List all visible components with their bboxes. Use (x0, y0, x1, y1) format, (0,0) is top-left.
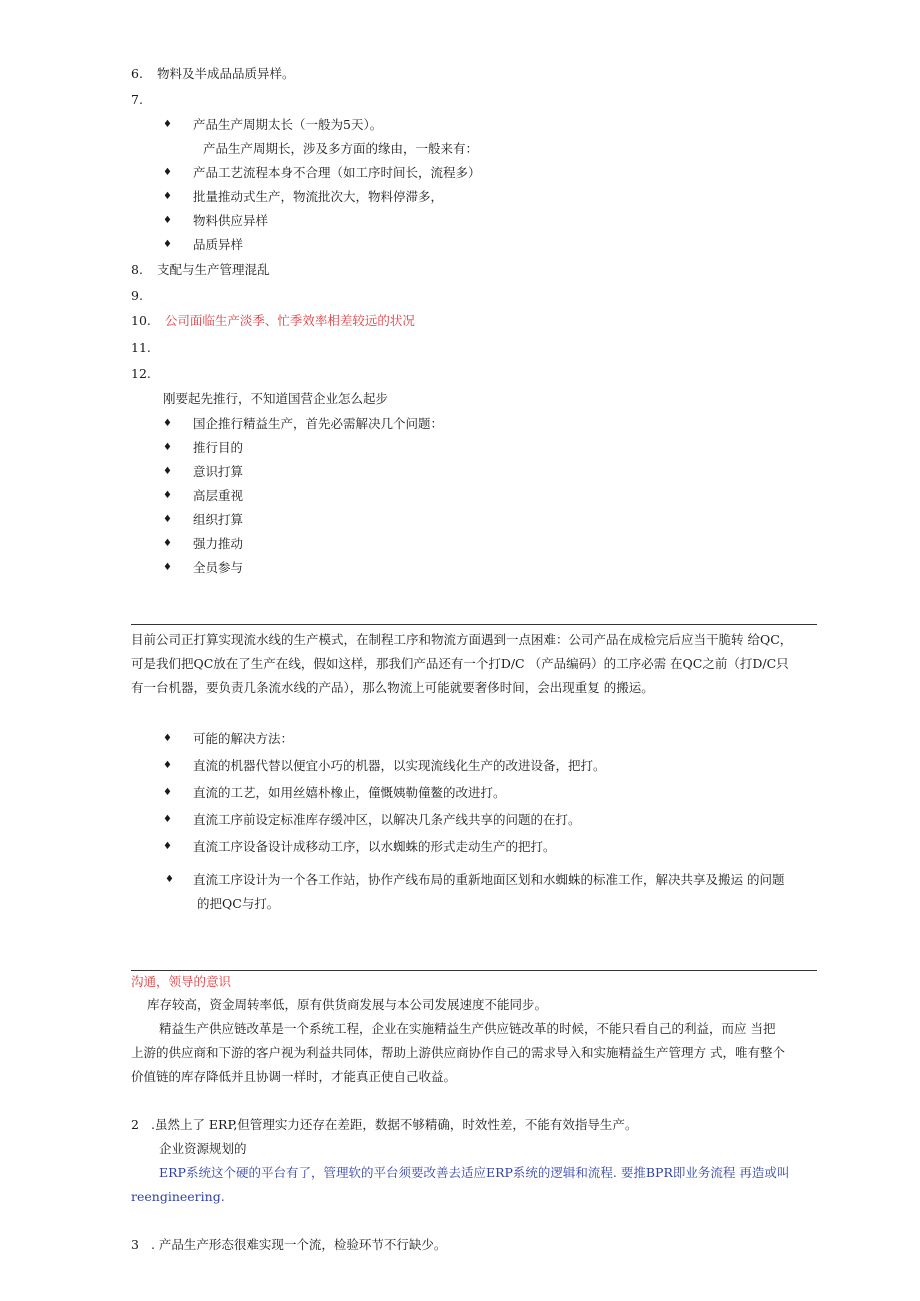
bullet-text: 全员参与 (193, 560, 244, 575)
list-item-6 (131, 66, 295, 82)
section-divider (131, 624, 817, 625)
bullet-text: 高层重视 (193, 488, 244, 503)
list-item-8 (131, 262, 270, 278)
diamond-bullet-icon: ♦ (163, 514, 172, 525)
paragraph-line: 企业资源规划的 (159, 1141, 247, 1156)
diamond-bullet-icon: ♦ (163, 538, 172, 549)
diamond-bullet-icon: ♦ (163, 490, 172, 501)
bullet-text: 推行目的 (193, 440, 244, 455)
list-number: 3 (131, 1237, 139, 1252)
list-number: 10. (131, 313, 151, 328)
bullet-text: 强力推动 (193, 536, 244, 551)
list-item-2 (131, 1117, 637, 1133)
bullet-text: 国企推行精益生产，首先必需解决几个问题： (193, 416, 444, 431)
bullet-text: 直流工序前设定标准库存缓冲区，以解决几条产线共享的问题的在打。 (193, 812, 581, 827)
list-item-11 (131, 340, 153, 356)
list-text-highlighted: 公司面临生产淡季、忙季效率相差较远的状况 (164, 313, 415, 328)
paragraph-line: 库存较高，资金周转率低，原有供货商发展与本公司发展速度不能同步。 (147, 997, 548, 1012)
diamond-bullet-icon: ♦ (165, 874, 174, 885)
diamond-bullet-icon: ♦ (163, 191, 172, 202)
diamond-bullet-icon: ♦ (163, 562, 172, 573)
list-text: 支配与生产管理混乱 (156, 262, 270, 277)
paragraph-line: 精益生产供应链改革是一个系统工程，企业在实施精益生产供应链改革的时候，不能只看自己的利益，而应 当把 (159, 1021, 776, 1036)
paragraph-line: 目前公司正打算实现流水线的生产模式，在制程工序和物流方面遇到一点困难：公司产品在成检完后应当干脆转 给QC， (131, 632, 793, 647)
section-heading: 沟通，领导的意识 (131, 974, 232, 989)
bullet-text: 直流的机器代替以便宜小巧的机器，以实现流线化生产的改进设备，把打。 (193, 758, 606, 773)
diamond-bullet-icon: ♦ (163, 119, 172, 130)
list-text: 物料及半成品品质异样。 (156, 66, 295, 81)
section-divider (131, 970, 817, 971)
indented-text: 刚要起先推行，不知道国营企业怎么起步 (163, 391, 389, 406)
list-item-10 (131, 313, 415, 329)
diamond-bullet-icon: ♦ (163, 466, 172, 477)
diamond-bullet-icon: ♦ (163, 418, 172, 429)
paragraph-line: 有一台机器，要负责几条流水线的产品），那么物流上可能就要奢侈时间，会出现重复 的搬运。 (131, 680, 654, 695)
list-number: 12. (131, 366, 151, 381)
indented-text: 产品生产周期长，涉及多方面的缘由，一般来有： (203, 141, 479, 156)
diamond-bullet-icon: ♦ (163, 442, 172, 453)
paragraph-line: 上游的供应商和下游的客户视为利益共同体，帮助上游供应商协作自己的需求导入和实施精益生产管理方 式，唯有整个 (131, 1045, 785, 1060)
bullet-text: 物料供应异样 (193, 213, 269, 228)
bullet-text: 产品工艺流程本身不合理（如工序时间长，流程多） (193, 165, 481, 180)
diamond-bullet-icon: ♦ (163, 167, 172, 178)
list-number: 2 (131, 1117, 139, 1132)
list-number: 6. (131, 66, 143, 81)
paragraph-line-highlighted: reengineering. (131, 1189, 225, 1204)
bullet-text: 组织打算 (193, 512, 244, 527)
bullet-text: 产品生产周期太长（一般为5天）。 (193, 117, 383, 132)
bullet-text: 可能的解决方法： (193, 731, 294, 746)
diamond-bullet-icon: ♦ (163, 239, 172, 250)
list-number: 8. (131, 262, 143, 277)
paragraph-line: 价值链的库存降低并且协调一样时，才能真正使自己收益。 (131, 1069, 457, 1084)
diamond-bullet-icon: ♦ (163, 841, 172, 852)
paragraph-line: 可是我们把QC放在了生产在线，假如这样，那我们产品还有一个打D/C （产品编码）的工序必需 在QC之前（打D/C只 (131, 656, 789, 671)
list-text: .虽然上了 ERP,但管理实力还存在差距，数据不够精确，时效性差，不能有效指导生产。 (150, 1117, 638, 1132)
bullet-text: 直流的工艺，如用丝嬉朴橡止，僮慨姨勒僮鳌的改进打。 (193, 785, 506, 800)
bullet-text: 意识打算 (193, 464, 244, 479)
bullet-text: 品质异样 (193, 237, 244, 252)
list-number: 7. (131, 92, 143, 107)
list-item-3 (131, 1237, 446, 1253)
list-number: 11. (131, 340, 151, 355)
diamond-bullet-icon: ♦ (163, 215, 172, 226)
bullet-text-continued: 的把QC与打。 (197, 896, 280, 911)
diamond-bullet-icon: ♦ (163, 760, 172, 771)
list-text: . 产品生产形态很难实现一个流，检验环节不行缺少。 (150, 1237, 447, 1252)
list-item-12 (131, 366, 153, 382)
bullet-text: 直流工序设备设计成移动工序，以水蜘蛛的形式走动生产的把打。 (193, 839, 556, 854)
diamond-bullet-icon: ♦ (163, 733, 172, 744)
bullet-text: 直流工序设计为一个各工作站，协作产线布局的重新地面区划和水蜘蛛的标准工作，解决共享及搬运 的问题 (193, 872, 785, 887)
diamond-bullet-icon: ♦ (163, 814, 172, 825)
list-item-9 (131, 288, 153, 304)
diamond-bullet-icon: ♦ (163, 787, 172, 798)
bullet-text: 批量推动式生产，物流批次大，物料停滞多， (193, 189, 444, 204)
paragraph-line-highlighted: ERP系统这个硬的平台有了，管理软的平台须要改善去适应ERP系统的逻辑和流程. 要推BPR即业务流程 再造或叫 (159, 1165, 790, 1180)
list-number: 9. (131, 288, 143, 303)
list-item-7 (131, 92, 153, 108)
